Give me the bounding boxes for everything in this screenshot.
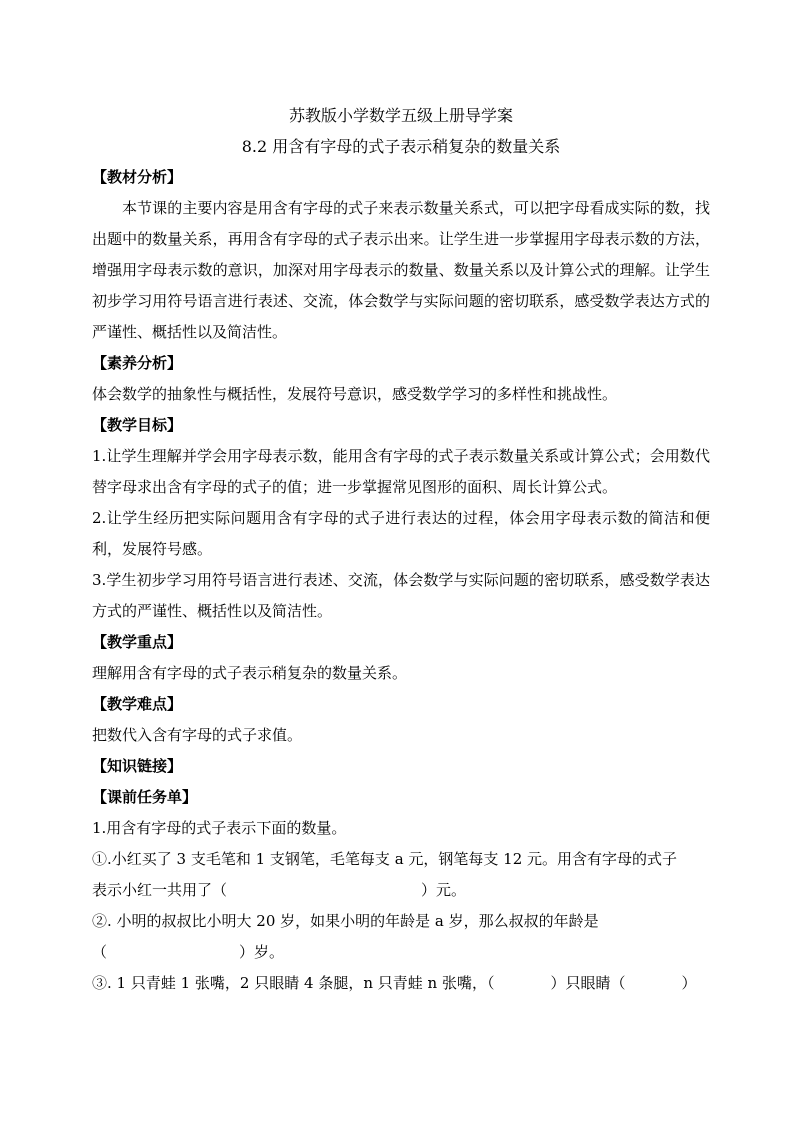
question-1a-suffix: ）元。 xyxy=(421,881,467,899)
section-heading-pretask: 【课前任务单】 xyxy=(92,788,198,806)
document-page xyxy=(92,96,710,999)
section-heading-literacy: 【素养分析】 xyxy=(92,354,183,372)
question-1b-line2 xyxy=(92,937,710,968)
goal-item-3: 3.学生初步学习用符号语言进行表述、交流，体会数学与实际问题的密切联系，感受数学表达方式的严谨性、概括性以及简洁性。 xyxy=(92,571,710,620)
analysis-body: 本节课的主要内容是用含有字母的式子来表示数量关系式，可以把字母看成实际的数，找出题中的数量关系，再用含有字母的式子表示出来。让学生进一步掌握用字母表示数的方法，增强用字母表示数的意识，加深对用字母表示的数量、数量关系以及计算公式的理解。让学生初步学习用符号语言进行表述、交流，体会数学与实际问题的密切联系，感受数学表达方式的严谨性、概括性以及简洁性。 xyxy=(92,199,710,341)
question-1b-line1: ②. 小明的叔叔比小明大 20 岁，如果小明的年龄是 a 岁，那么叔叔的年龄是 xyxy=(92,912,599,930)
section-heading-knowledge: 【知识链接】 xyxy=(92,757,183,775)
question-1b-suffix: ）岁。 xyxy=(239,943,285,961)
literacy-body: 体会数学的抽象性与概括性，发展符号意识，感受数学学习的多样性和挑战性。 xyxy=(92,385,618,403)
question-1c xyxy=(92,968,710,999)
question-1c-suffix: ） xyxy=(681,974,697,992)
question-1b-prefix: （ xyxy=(92,943,108,961)
key-point-body: 理解用含有字母的式子表示稍复杂的数量关系。 xyxy=(92,664,408,682)
question-1c-prefix: ③. 1 只青蛙 1 张嘴，2 只眼睛 4 条腿，n 只青蛙 n 张嘴，（ xyxy=(92,974,495,992)
section-heading-difficulty: 【教学难点】 xyxy=(92,695,183,713)
goal-item-2: 2.让学生经历把实际问题用含有字母的式子进行表达的过程，体会用字母表示数的简洁和便利，发展符号感。 xyxy=(92,509,710,558)
section-heading-goals: 【教学目标】 xyxy=(92,416,183,434)
question-1a-line1: ①.小红买了 3 支毛笔和 1 支钢笔，毛笔每支 a 元，钢笔每支 12 元。用含有字母的式子 xyxy=(92,850,678,868)
question-1a-prefix: 表示小红一共用了（ xyxy=(92,881,228,899)
question-1: 1.用含有字母的式子表示下面的数量。 xyxy=(92,819,347,837)
goal-item-1: 1.让学生理解并学会用字母表示数，能用含有字母的式子表示数量关系或计算公式；会用数代替字母求出含有字母的式子的值；进一步掌握常见图形的面积、周长计算公式。 xyxy=(92,447,710,496)
section-heading-analysis: 【教材分析】 xyxy=(92,168,183,186)
document-title: 苏教版小学数学五级上册导学案 xyxy=(288,106,513,125)
section-heading-key-point: 【教学重点】 xyxy=(92,633,183,651)
question-1a-line2 xyxy=(92,875,710,906)
lesson-title: 8.2 用含有字母的式子表示稍复杂的数量关系 xyxy=(241,137,561,156)
difficulty-body: 把数代入含有字母的式子求值。 xyxy=(92,726,303,744)
question-1c-middle: ）只眼睛（ xyxy=(550,974,626,992)
